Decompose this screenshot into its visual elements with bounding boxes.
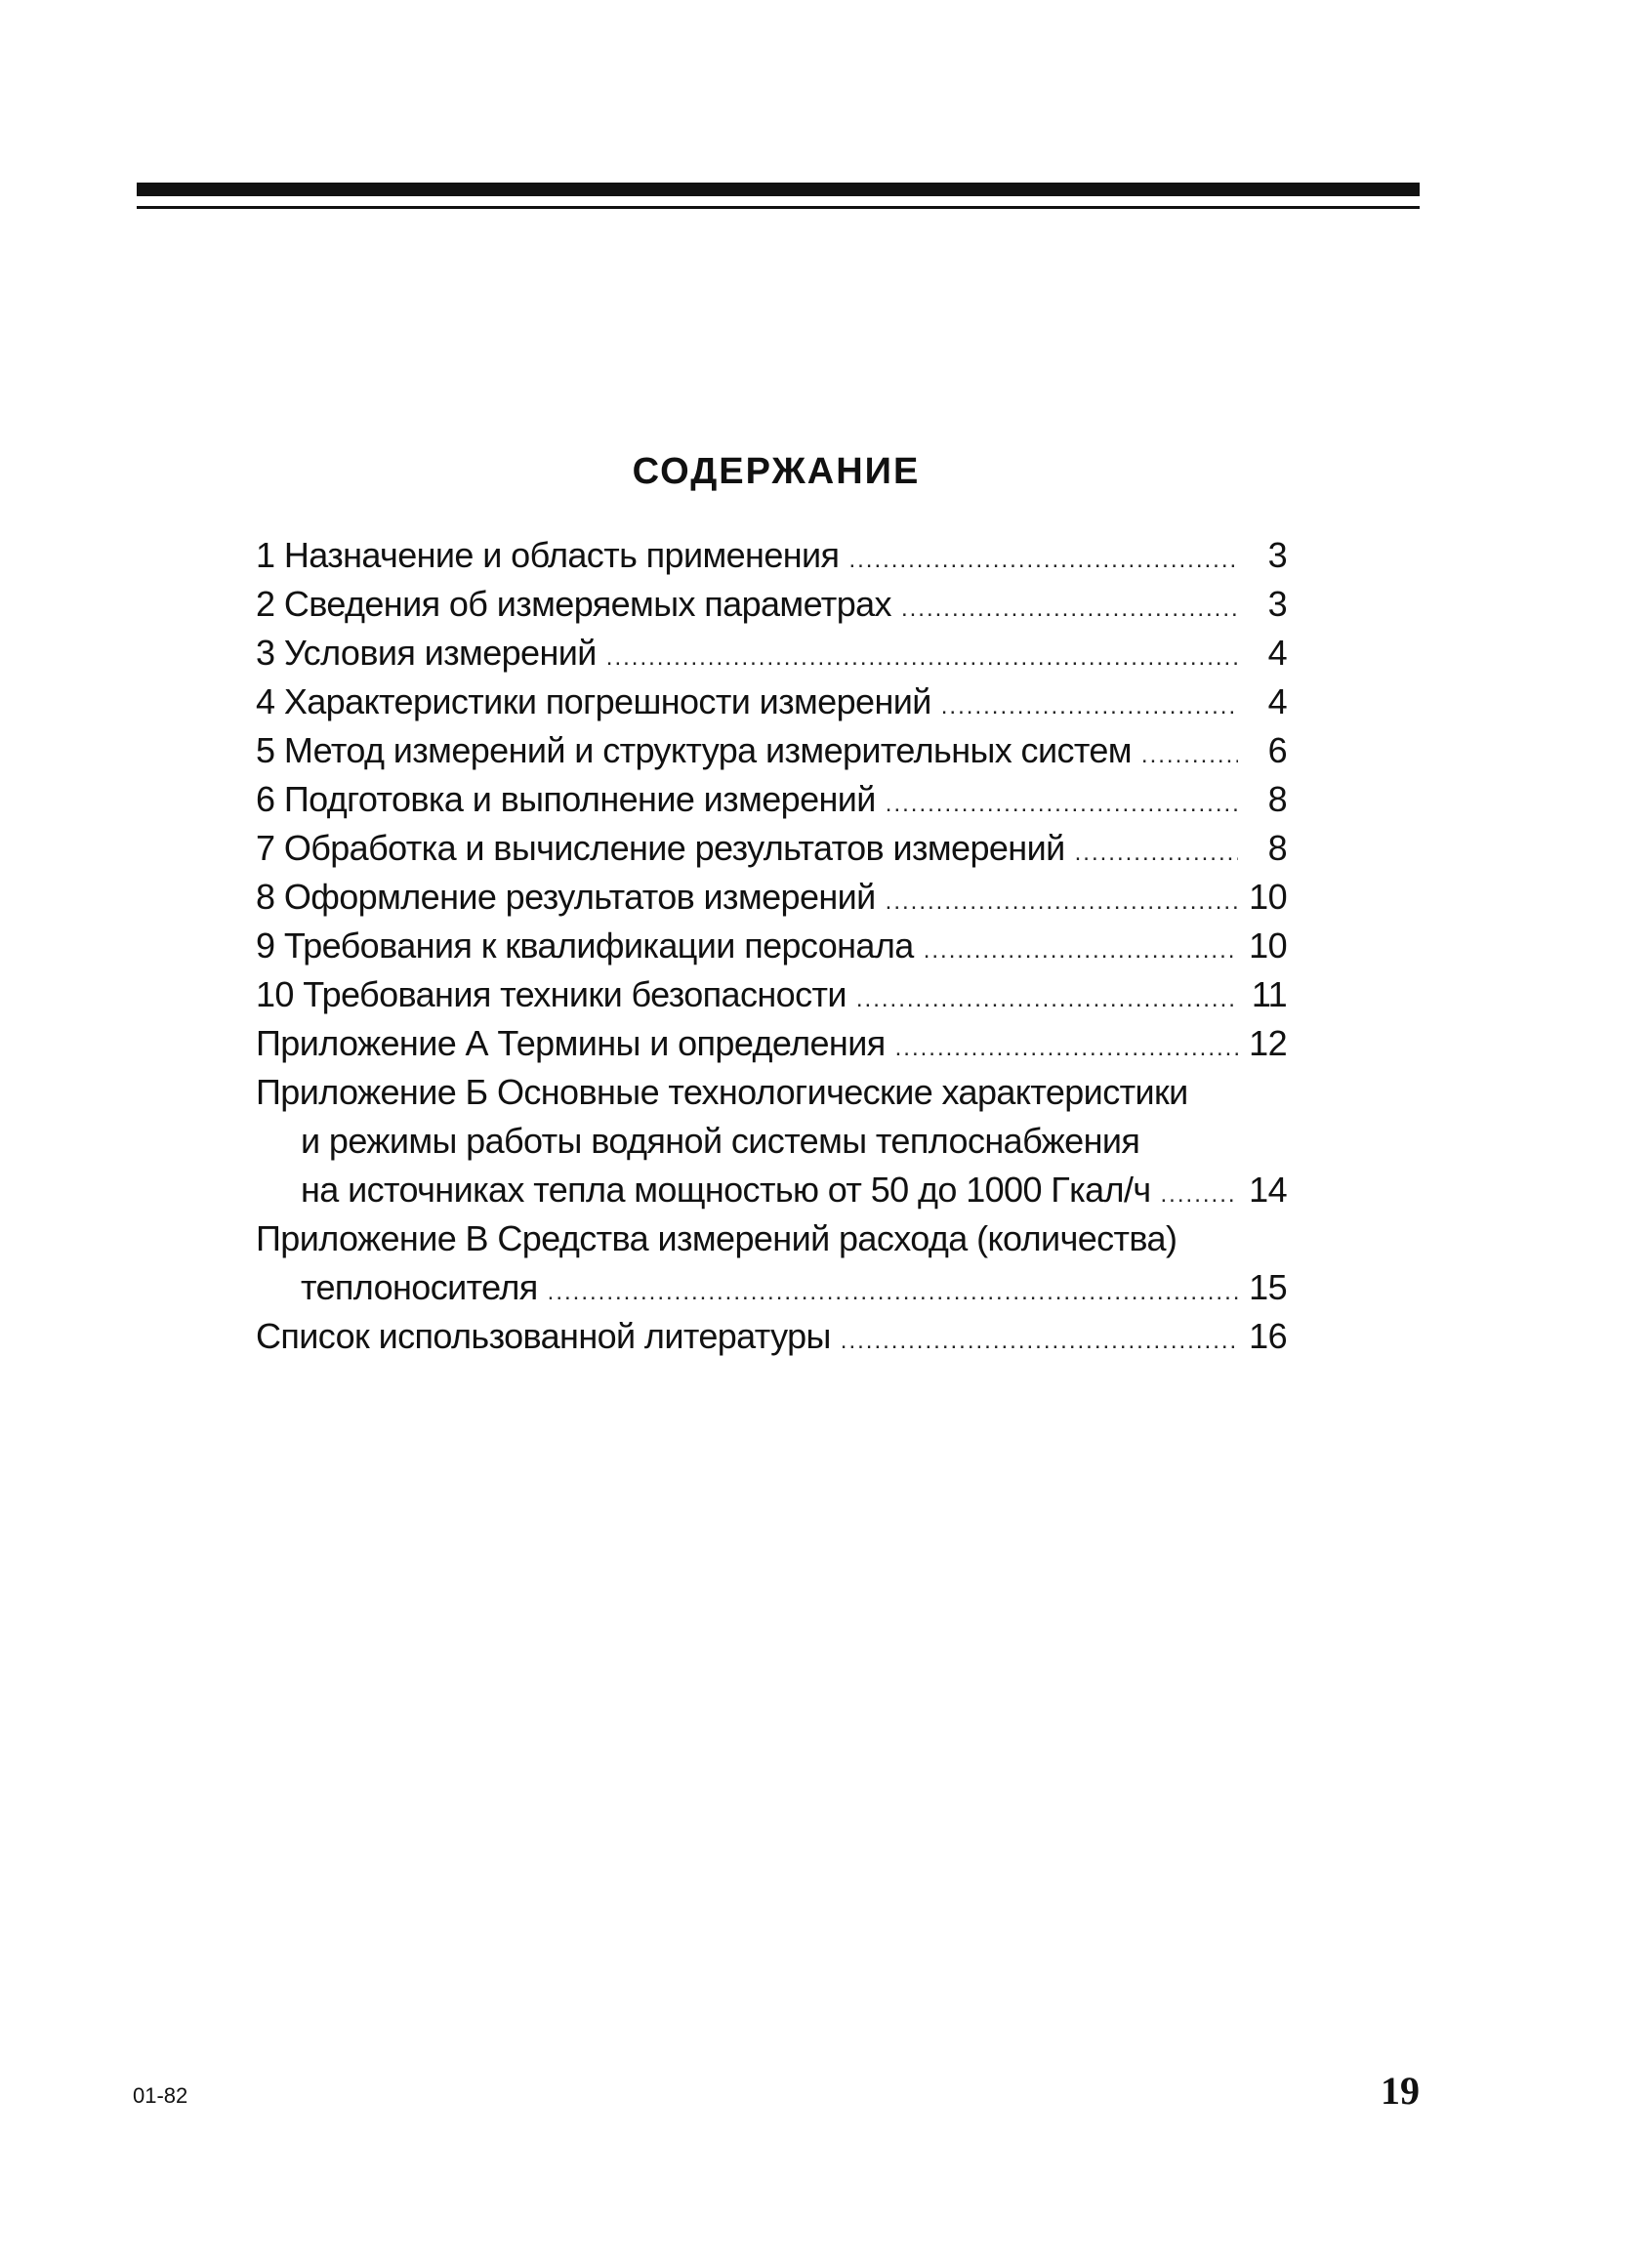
toc-entry-text: теплоносителя bbox=[301, 1267, 538, 1307]
header-rule-thick bbox=[137, 183, 1420, 196]
toc-entry-page: 12 bbox=[1249, 1023, 1287, 1063]
toc-entry-text: Приложение В Средства измерений расхода (количества) bbox=[256, 1218, 1177, 1258]
toc-entry-page: 4 bbox=[1267, 681, 1287, 721]
toc-entry bbox=[256, 531, 1287, 580]
toc-entry bbox=[256, 1312, 1287, 1361]
toc-title: СОДЕРЖАНИЕ bbox=[632, 451, 921, 492]
toc-entry-page: 15 bbox=[1249, 1267, 1287, 1307]
table-of-contents bbox=[256, 531, 1287, 1361]
toc-dot-leader bbox=[1161, 1171, 1238, 1219]
footer-code: 01-82 bbox=[133, 2083, 188, 2108]
toc-entry-text: и режимы работы водяной системы теплоснабжения bbox=[301, 1121, 1140, 1161]
toc-entry-page: 14 bbox=[1249, 1170, 1287, 1210]
toc-entry-text: 6 Подготовка и выполнение измерений bbox=[256, 779, 876, 819]
toc-dot-leader bbox=[548, 1268, 1238, 1317]
toc-entry-text: Приложение Б Основные технологические характеристики bbox=[256, 1072, 1188, 1112]
toc-entry bbox=[256, 922, 1287, 970]
toc-entry bbox=[256, 1019, 1287, 1068]
toc-entry-text: 9 Требования к квалификации персонала bbox=[256, 925, 914, 966]
toc-dot-leader bbox=[924, 926, 1238, 975]
toc-entry bbox=[256, 629, 1287, 678]
toc-entry-text: на источниках тепла мощностью от 50 до 1000 Гкал/ч bbox=[301, 1170, 1151, 1210]
toc-entry bbox=[256, 1214, 1287, 1263]
toc-entry-continuation bbox=[256, 1166, 1287, 1214]
toc-entry bbox=[256, 775, 1287, 824]
toc-dot-leader bbox=[941, 682, 1238, 731]
toc-entry bbox=[256, 873, 1287, 922]
page-number: 19 bbox=[1381, 2069, 1420, 2113]
toc-entry-text: 1 Назначение и область применения bbox=[256, 535, 840, 575]
toc-entry-continuation bbox=[256, 1117, 1287, 1166]
toc-entry-page: 3 bbox=[1267, 535, 1287, 575]
toc-entry bbox=[256, 580, 1287, 629]
toc-entry-page: 3 bbox=[1267, 584, 1287, 624]
toc-entry-page: 4 bbox=[1267, 633, 1287, 673]
toc-entry-text: 10 Требования техники безопасности bbox=[256, 974, 847, 1014]
toc-entry-page: 10 bbox=[1249, 925, 1287, 966]
toc-dot-leader bbox=[848, 536, 1238, 585]
toc-entry-page: 16 bbox=[1249, 1316, 1287, 1356]
toc-entry-continuation bbox=[256, 1263, 1287, 1312]
toc-entry bbox=[256, 1068, 1287, 1117]
toc-entry-page: 10 bbox=[1249, 877, 1287, 917]
toc-entry-page: 8 bbox=[1267, 828, 1287, 868]
toc-dot-leader bbox=[856, 975, 1238, 1024]
toc-dot-leader bbox=[841, 1317, 1238, 1366]
toc-entry bbox=[256, 678, 1287, 726]
toc-entry bbox=[256, 970, 1287, 1019]
toc-entry-text: Приложение А Термины и определения bbox=[256, 1023, 886, 1063]
toc-entry-text: Список использованной литературы bbox=[256, 1316, 831, 1356]
header-rule-thin bbox=[137, 206, 1420, 209]
toc-dot-leader bbox=[886, 878, 1238, 926]
toc-entry-text: 2 Сведения об измеряемых параметрах bbox=[256, 584, 891, 624]
toc-entry-page: 8 bbox=[1267, 779, 1287, 819]
toc-entry-text: 8 Оформление результатов измерений bbox=[256, 877, 876, 917]
toc-dot-leader bbox=[1075, 829, 1238, 878]
toc-entry bbox=[256, 824, 1287, 873]
toc-dot-leader bbox=[606, 634, 1238, 682]
toc-entry-text: 7 Обработка и вычисление результатов измерений bbox=[256, 828, 1065, 868]
toc-dot-leader bbox=[1141, 731, 1238, 780]
toc-entry-page: 11 bbox=[1251, 974, 1287, 1014]
toc-dot-leader bbox=[901, 585, 1238, 634]
toc-entry-text: 5 Метод измерений и структура измерительных систем bbox=[256, 730, 1132, 770]
toc-entry-text: 4 Характеристики погрешности измерений bbox=[256, 681, 931, 721]
toc-entry bbox=[256, 726, 1287, 775]
toc-dot-leader bbox=[886, 780, 1238, 829]
toc-entry-text: 3 Условия измерений bbox=[256, 633, 597, 673]
toc-entry-page: 6 bbox=[1267, 730, 1287, 770]
toc-dot-leader bbox=[895, 1024, 1238, 1073]
